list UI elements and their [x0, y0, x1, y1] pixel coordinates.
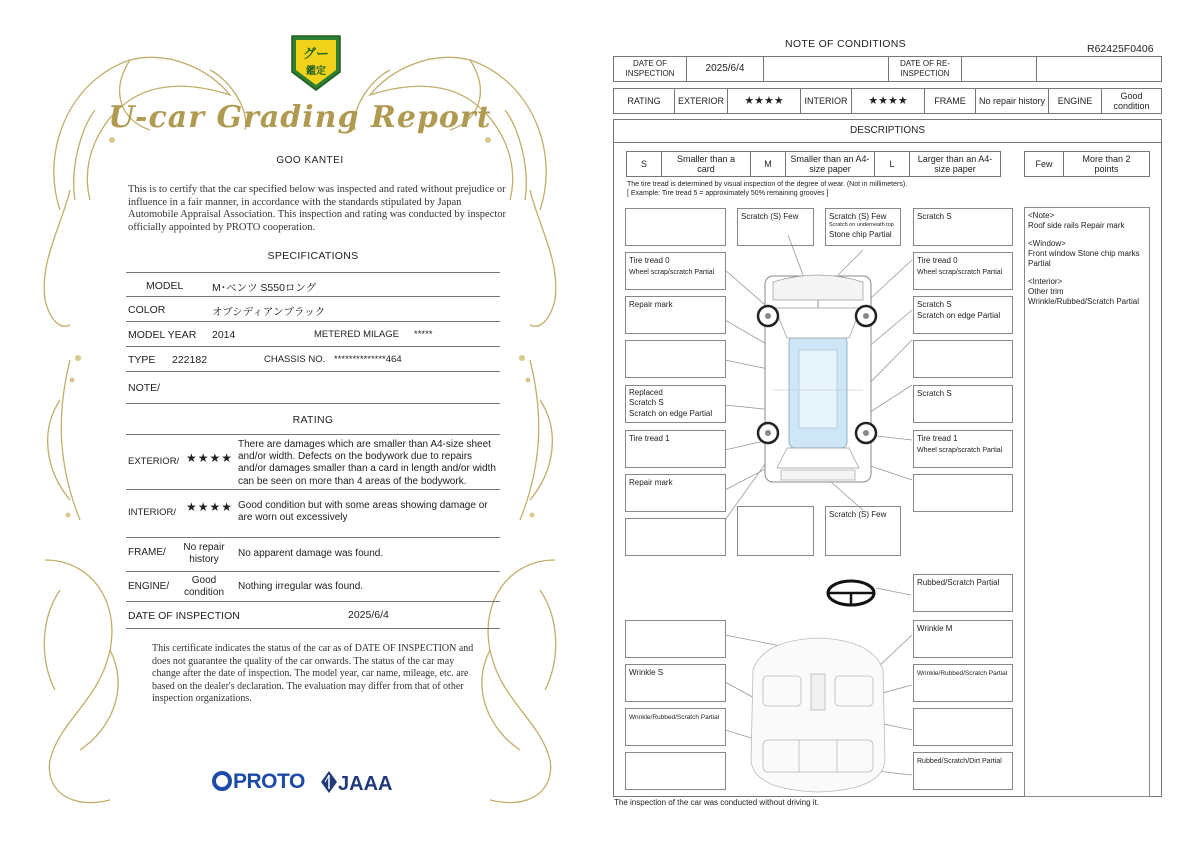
certificate-disclaimer: This certificate indicates the status of the car as of DATE OF INSPECTION and does not guarantee the quality of the car onwards. The status of the car may change after the date of inspection. The model year, car name, mileage, etc. are based on the dealer's declaration. The evaluation may differ from that of other inspection organizations.: [152, 643, 474, 705]
exterior-stars-cell: ★★★★: [727, 88, 801, 114]
jaaa-mark-icon: [320, 770, 338, 794]
note-label: NOTE/: [128, 382, 161, 394]
condition-box-wrinkle-s: Wrinkle S: [625, 664, 726, 702]
rating-label: RATING: [613, 88, 675, 114]
condition-box-right-front-tire: Tire tread 0 Wheel scrap/scratch Partial: [913, 252, 1013, 290]
condition-box-scratch-s: Scratch S: [913, 208, 1013, 246]
legend-l-desc: Larger than an A4-size paper: [909, 151, 1001, 177]
engine-label-cell: ENGINE: [1048, 88, 1102, 114]
condition-box-empty: [625, 620, 726, 658]
condition-box-empty: [625, 208, 726, 246]
proto-logo: PROTO: [212, 770, 305, 794]
condition-box-empty: [913, 340, 1013, 378]
inspection-date-label: DATE OF INSPECTION: [128, 610, 240, 622]
interior-stars-cell: ★★★★: [851, 88, 925, 114]
condition-box-empty: [913, 708, 1013, 746]
frame-label: FRAME/: [128, 547, 166, 558]
condition-box-empty: [625, 752, 726, 790]
certify-statement: This is to certify that the car specified below was inspected and rated without prejudice or influence in a fair manner, in accordance with the standards stipulated by Japan Automobile Appraisal Association. This inspection and rating was conducted by inspector officially appointed by PROTO cooperation.: [128, 184, 507, 233]
reinspection-value: [961, 56, 1037, 82]
type-value: 222182: [172, 354, 208, 366]
condition-box-wrinkle-m: Wrinkle M: [913, 620, 1013, 658]
engine-value: Good condition: [183, 575, 225, 598]
descriptions-title: DESCRIPTIONS: [613, 119, 1162, 143]
exterior-label-cell: EXTERIOR: [674, 88, 728, 114]
rating-row-frame: [126, 538, 500, 572]
milage-value: *****: [414, 329, 433, 340]
goo-kantei-badge: [288, 32, 344, 94]
model-year-value: 2014: [212, 329, 236, 341]
spec-row-model: [126, 272, 500, 297]
legend-s: S: [626, 151, 662, 177]
inspection-date-value: 2025/6/4: [348, 609, 389, 621]
reinspection-label: DATE OF RE-INSPECTION: [888, 56, 962, 82]
chassis-label: CHASSIS NO.: [264, 354, 326, 365]
tread-example: [ Example: Tire tread 5 = approximately 50% remaining grooves ]: [627, 190, 829, 197]
frame-label-cell: FRAME: [924, 88, 976, 114]
legend-m-desc: Smaller than an A4-size paper: [785, 151, 875, 177]
report-id: R62425F0406: [1087, 43, 1154, 55]
rating-row-interior: [126, 490, 500, 538]
date-of-inspection-label: DATE OF INSPECTION: [613, 56, 687, 82]
condition-box-right-wrinkle: Wrinkle/Rubbed/Scratch Partial: [913, 664, 1013, 702]
report-title: U-car Grading Report: [108, 100, 492, 135]
blank-cell: [763, 56, 889, 82]
remarks-panel: <Note> Roof side rails Repair mark <Window> Front window Stone chip marks Partial <Interior> Other trim Wrinkle/Rubbed/Scratch Partial: [1024, 207, 1150, 797]
condition-box-empty: [625, 340, 726, 378]
interior-stars: ★★★★: [186, 500, 234, 514]
rating-title: RATING: [292, 414, 334, 426]
spec-row-note: [126, 372, 500, 404]
rating-row-engine: [126, 572, 500, 602]
condition-box-rubbed-scratch: Rubbed/Scratch Partial: [913, 574, 1013, 612]
legend-s-desc: Smaller than a card: [661, 151, 751, 177]
model-year-label: MODEL YEAR: [128, 329, 197, 341]
engine-value-cell: Good condition: [1101, 88, 1162, 114]
condition-box-right-scratch: Scratch S: [913, 385, 1013, 423]
svg-text:グー: グー: [302, 47, 330, 62]
specifications-title: SPECIFICATIONS: [267, 250, 359, 262]
type-label: TYPE: [128, 354, 156, 366]
rating-row-date: [126, 602, 500, 629]
condition-box-empty: [625, 518, 726, 556]
spec-row-year: [126, 322, 500, 347]
model-label: MODEL: [146, 280, 184, 292]
condition-box-left-replaced: Replaced Scratch S Scratch on edge Partial: [625, 385, 726, 423]
interior-label: INTERIOR/: [128, 507, 177, 518]
date-of-inspection-value: 2025/6/4: [686, 56, 764, 82]
milage-label: METERED MILAGE: [314, 329, 399, 340]
tread-note: The tire tread is determined by visual inspection of the degree of wear. (Not in millimeters).: [627, 181, 908, 188]
interior-description: Good condition but with some areas showing damage or are worn out excessively: [238, 500, 488, 524]
engine-label: ENGINE/: [128, 581, 170, 592]
condition-box-top-right: Scratch (S) Few Scratch on underneath top Stone chip Partial: [825, 208, 901, 246]
proto-p-icon: [212, 771, 232, 791]
condition-box-left-repair-2: Repair mark: [625, 474, 726, 512]
interior-label-cell: INTERIOR: [800, 88, 852, 114]
car-interior-icon: [751, 638, 885, 792]
exterior-label: EXTERIOR/: [128, 456, 180, 467]
chassis-value: **************464: [334, 354, 402, 365]
jaaa-logo: JAAA: [320, 770, 392, 796]
condition-box-left-repair: Repair mark: [625, 296, 726, 334]
condition-box-right-scratch-edge: Scratch S Scratch on edge Partial: [913, 296, 1013, 334]
legend-m: M: [750, 151, 786, 177]
exterior-stars: ★★★★: [186, 451, 234, 465]
legend-few: Few: [1024, 151, 1064, 177]
condition-box-right-rear-tire: Tire tread 1 Wheel scrap/scratch Partial: [913, 430, 1013, 468]
steering-wheel-icon: [828, 581, 874, 605]
svg-text:鑑定: 鑑定: [306, 66, 326, 77]
condition-box-bottom-scratch: Scratch (S) Few: [825, 506, 901, 556]
spec-row-color: [126, 297, 500, 322]
condition-box-empty: [913, 474, 1013, 512]
condition-box-empty: [737, 506, 814, 556]
exterior-description: There are damages which are smaller than A4-size sheet and/or width. Defects on the bodywork due to repairs and/or damages smaller than a card in length and/or width can be seen on more than 4 areas of the bodywork.: [238, 439, 496, 487]
engine-description: Nothing irregular was found.: [238, 581, 364, 592]
condition-box-left-front-tire: Tire tread 0 Wheel scrap/scratch Partial: [625, 252, 726, 290]
condition-box-left-rear-tire: Tire tread 1: [625, 430, 726, 468]
frame-value: No repair history: [183, 542, 225, 565]
color-label: COLOR: [128, 304, 166, 316]
color-value: オブシディアンブラック: [212, 306, 326, 318]
condition-box-left-wrinkle: Wrinkle/Rubbed/Scratch Partial: [625, 708, 726, 746]
condition-box-top-left: Scratch (S) Few: [737, 208, 814, 246]
legend-few-desc: More than 2 points: [1063, 151, 1150, 177]
rating-row-exterior: [126, 434, 500, 490]
report-subtitle: GOO KANTEI: [276, 155, 344, 166]
model-value: M･ベンツ S550ロング: [212, 282, 317, 294]
car-top-view-icon: [758, 275, 876, 482]
condition-box-rubbed-dirt: Rubbed/Scratch/Dirt Partial: [913, 752, 1013, 790]
frame-description: No apparent damage was found.: [238, 548, 384, 559]
blank-cell: [1036, 56, 1162, 82]
conditions-title: NOTE OF CONDITIONS: [785, 38, 906, 50]
frame-value-cell: No repair history: [975, 88, 1049, 114]
legend-l: L: [874, 151, 910, 177]
inspection-note: The inspection of the car was conducted without driving it.: [614, 798, 819, 807]
spec-row-type: [126, 347, 500, 372]
